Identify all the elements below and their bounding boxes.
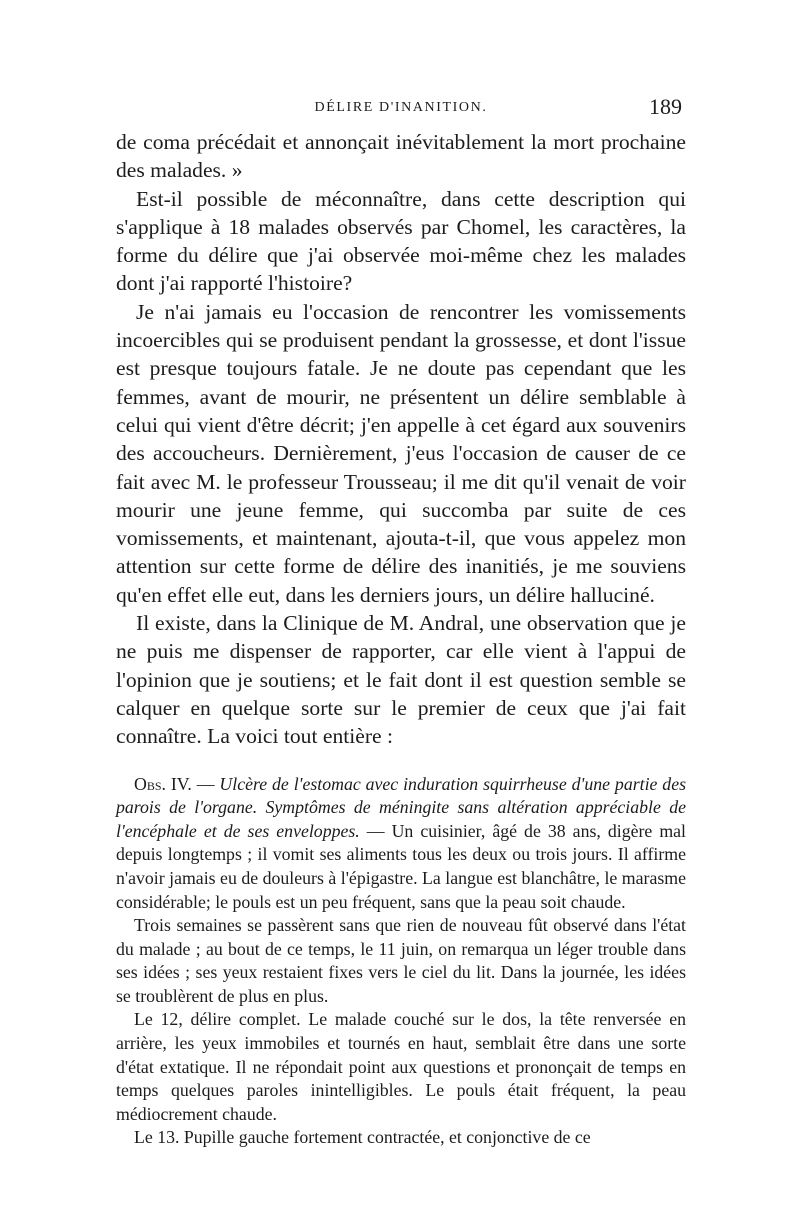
main-text bbox=[116, 128, 686, 751]
book-page bbox=[116, 94, 686, 1150]
observation-paragraph-4: Le 13. Pupille gauche fortement contractée, et conjonctive de ce bbox=[134, 1127, 591, 1148]
paragraph-3: Je n'ai jamais eu l'occasion de rencontrer les vomissements incoercibles qui se produisent pendant la grossesse, et dont l'issue est presque toujours fatale. Je ne doute pas cependant que les femmes, avant de mourir, ne présentent un délire semblable à celui qui vient d'être décrit; j'en appelle à cet égard aux souvenirs des accoucheurs. Dernièrement, j'eus l'occasion de causer de ce fait avec M. le professeur Trousseau; il me dit qu'il venait de voir mourir une jeune femme, qui succomba par suite de ces vomissements, et maintenant, ajouta-t-il, que vous appelez mon attention sur cette forme de délire des inanitiés, je me souviens qu'en effet elle eut, dans les derniers jours, un délire halluciné. bbox=[116, 299, 686, 607]
observation-title: Ulcère de l'estomac avec induration squirrheuse d'une partie des parois de l'organe. Symptômes de méningite sans altération appréciable de l'encéphale et de ses enveloppes. bbox=[116, 773, 687, 841]
observation-label: Obs. IV. bbox=[134, 773, 192, 794]
running-title: DÉLIRE D'INANITION. bbox=[314, 100, 488, 115]
page-number: 189 bbox=[649, 94, 682, 119]
observation-paragraph-3: Le 12, délire complet. Le malade couché sur le dos, la tête renversée en arrière, les yeux immobiles et tournés en haut, semblait être dans une sorte d'état extatique. Il ne répondait point aux questions et prononçait de temps en temps quelques paroles inintelligibles. Le pouls était fréquent, la peau médiocrement chaude. bbox=[116, 1009, 686, 1124]
observation-intro: — Un cuisinier, âgé de 38 ans, digère mal depuis longtemps ; il vomit ses aliments tous les deux ou trois jours. Il affirme n'avoir jamais eu de douleurs à l'épigastre. La langue est blanchâtre, le marasme considérable; le pouls est un peu fréquent, sans que la peau soit chaude. bbox=[116, 820, 686, 912]
paragraph-4: Il existe, dans la Clinique de M. Andral, une observation que je ne puis me dispenser de rapporter, car elle vient à l'appui de l'opinion que je soutiens; et le fait dont il est question semble se calquer en quelque sorte sur le premier de ceux que j'ai fait connaître. La voici tout entière : bbox=[116, 611, 686, 749]
running-head bbox=[116, 94, 686, 128]
observation-paragraph-2: Trois semaines se passèrent sans que rien de nouveau fût observé dans l'état du malade ; au bout de ce temps, le 11 juin, on remarqua un léger trouble dans ses idées ; ses yeux restaient fixes vers le ciel du lit. Dans la journée, les idées se troublèrent de plus en plus. bbox=[116, 915, 686, 1006]
observation-dash: — bbox=[191, 773, 220, 794]
paragraph-2: Est-il possible de méconnaître, dans cette description qui s'applique à 18 malades observés par Chomel, les caractères, la forme du délire que j'ai observée moi-même chez les malades dont j'ai rapporté l'histoire? bbox=[116, 186, 686, 296]
observation-paragraph-1 bbox=[116, 773, 686, 915]
paragraph-1: de coma précédait et annonçait inévitablement la mort prochaine des malades. » bbox=[116, 130, 686, 183]
observation-block bbox=[116, 773, 686, 1151]
